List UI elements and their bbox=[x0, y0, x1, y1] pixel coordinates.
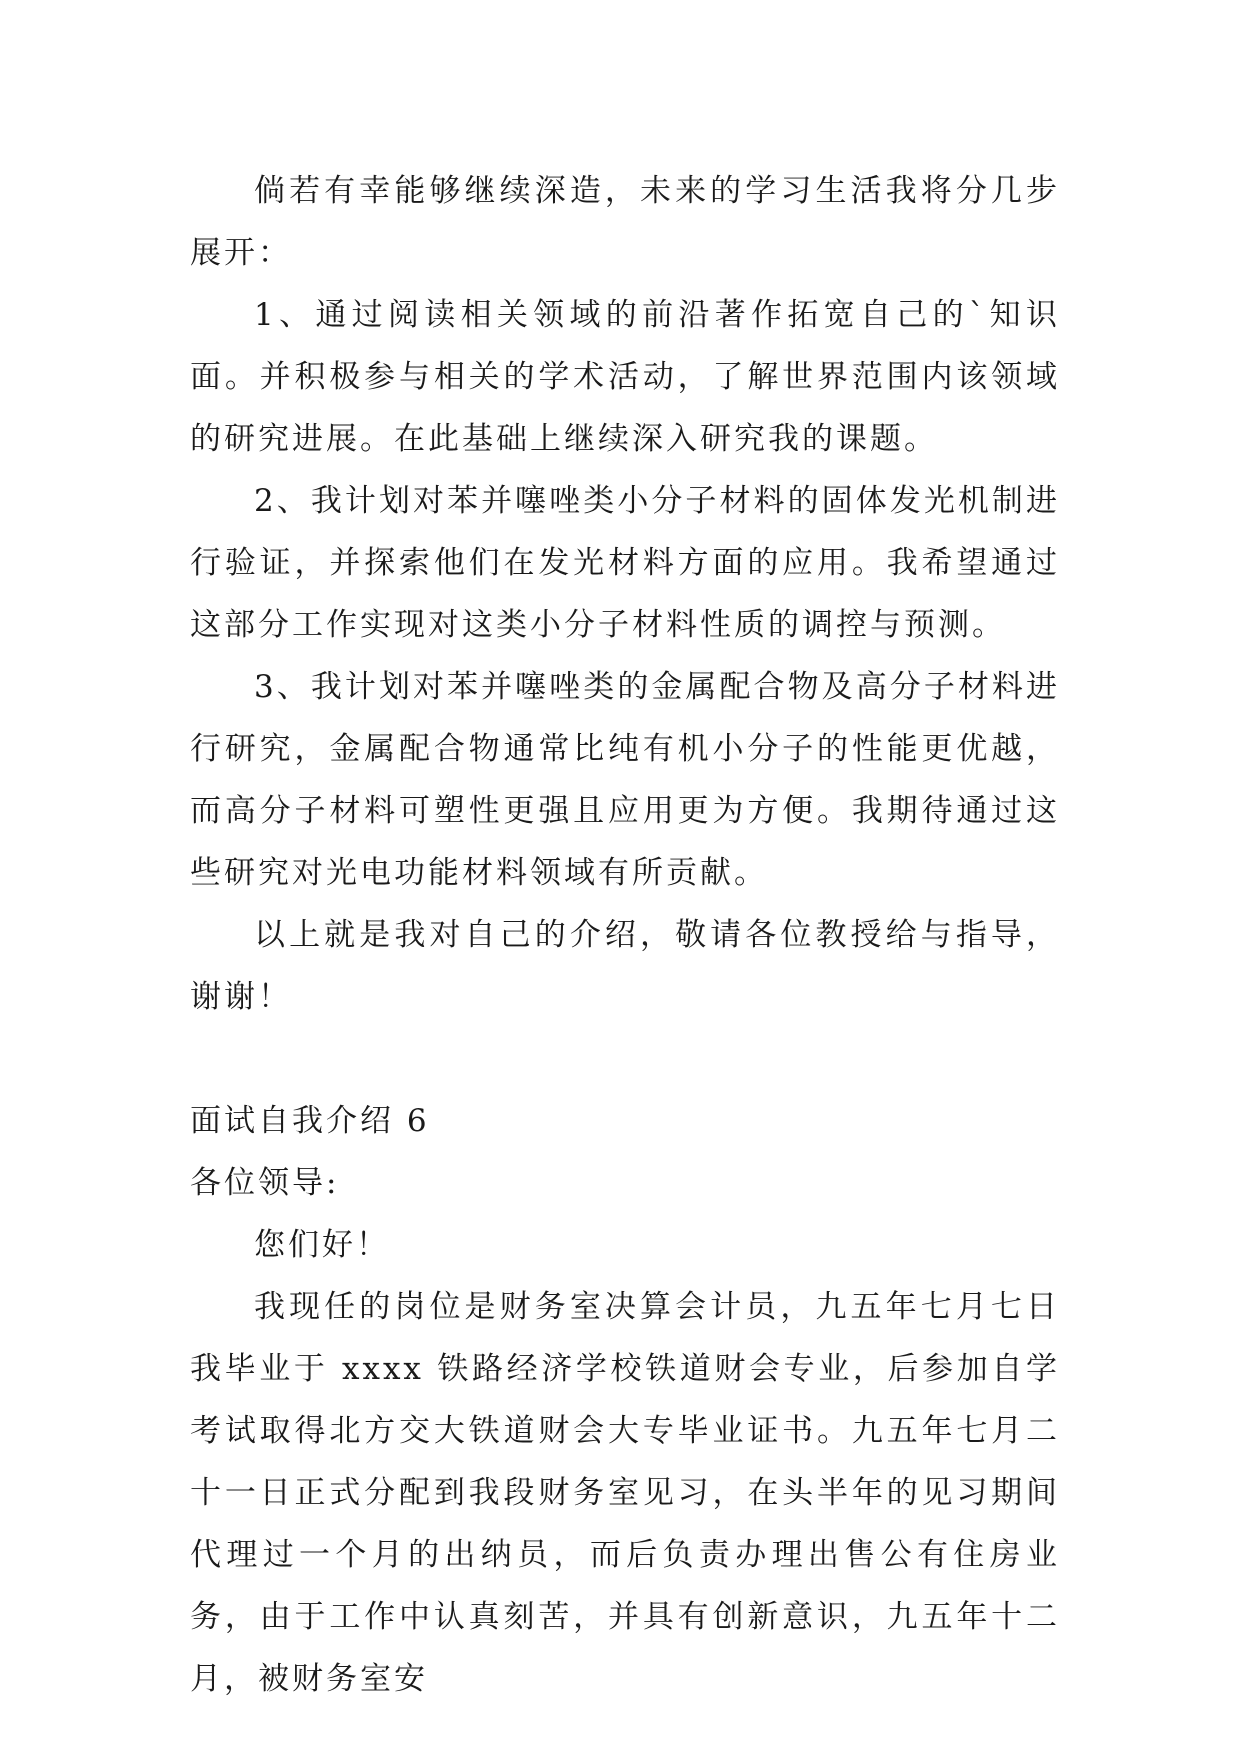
paragraph-plan-step-1: 1、通过阅读相关领域的前沿著作拓宽自己的`知识面。并积极参与相关的学术活动，了解世界范围内该领域的研究进展。在此基础上继续深入研究我的课题。 bbox=[190, 297, 1060, 457]
paragraph-plan-step-3: 3、我计划对苯并噻唑类的金属配合物及高分子材料进行研究，金属配合物通常比纯有机小分子的性能更优越，而高分子材料可塑性更强且应用更为方便。我期待通过这些研究对光电功能材料领域有所贡献。 bbox=[190, 669, 1060, 891]
paragraph-closing: 以上就是我对自己的介绍，敬请各位教授给与指导，谢谢！ bbox=[190, 917, 1060, 1015]
salutation: 各位领导: bbox=[190, 1165, 340, 1201]
document-body bbox=[190, 160, 1060, 1710]
section-spacer bbox=[190, 1028, 1060, 1090]
paragraph-current-position: 我现任的岗位是财务室决算会计员，九五年七月七日我毕业于 xxxx 铁路经济学校铁道财会专业，后参加自学考试取得北方交大铁道财会大专毕业证书。九五年七月二十一日正式分配到我段财务室见习，在头半年的见习期间代理过一个月的出纳员，而后负责办理出售公有住房业务，由于工作中认真刻苦，并具有创新意识，九五年十二月，被财务室安 bbox=[190, 1289, 1060, 1697]
paragraph-plan-step-2: 2、我计划对苯并噻唑类小分子材料的固体发光机制进行验证，并探索他们在发光材料方面的应用。我希望通过这部分工作实现对这类小分子材料性质的调控与预测。 bbox=[190, 483, 1060, 643]
paragraph-study-plan-intro: 倘若有幸能够继续深造，未来的学习生活我将分几步展开： bbox=[190, 173, 1060, 271]
section-title: 面试自我介绍 6 bbox=[190, 1103, 430, 1139]
greeting: 您们好！ bbox=[254, 1227, 390, 1263]
